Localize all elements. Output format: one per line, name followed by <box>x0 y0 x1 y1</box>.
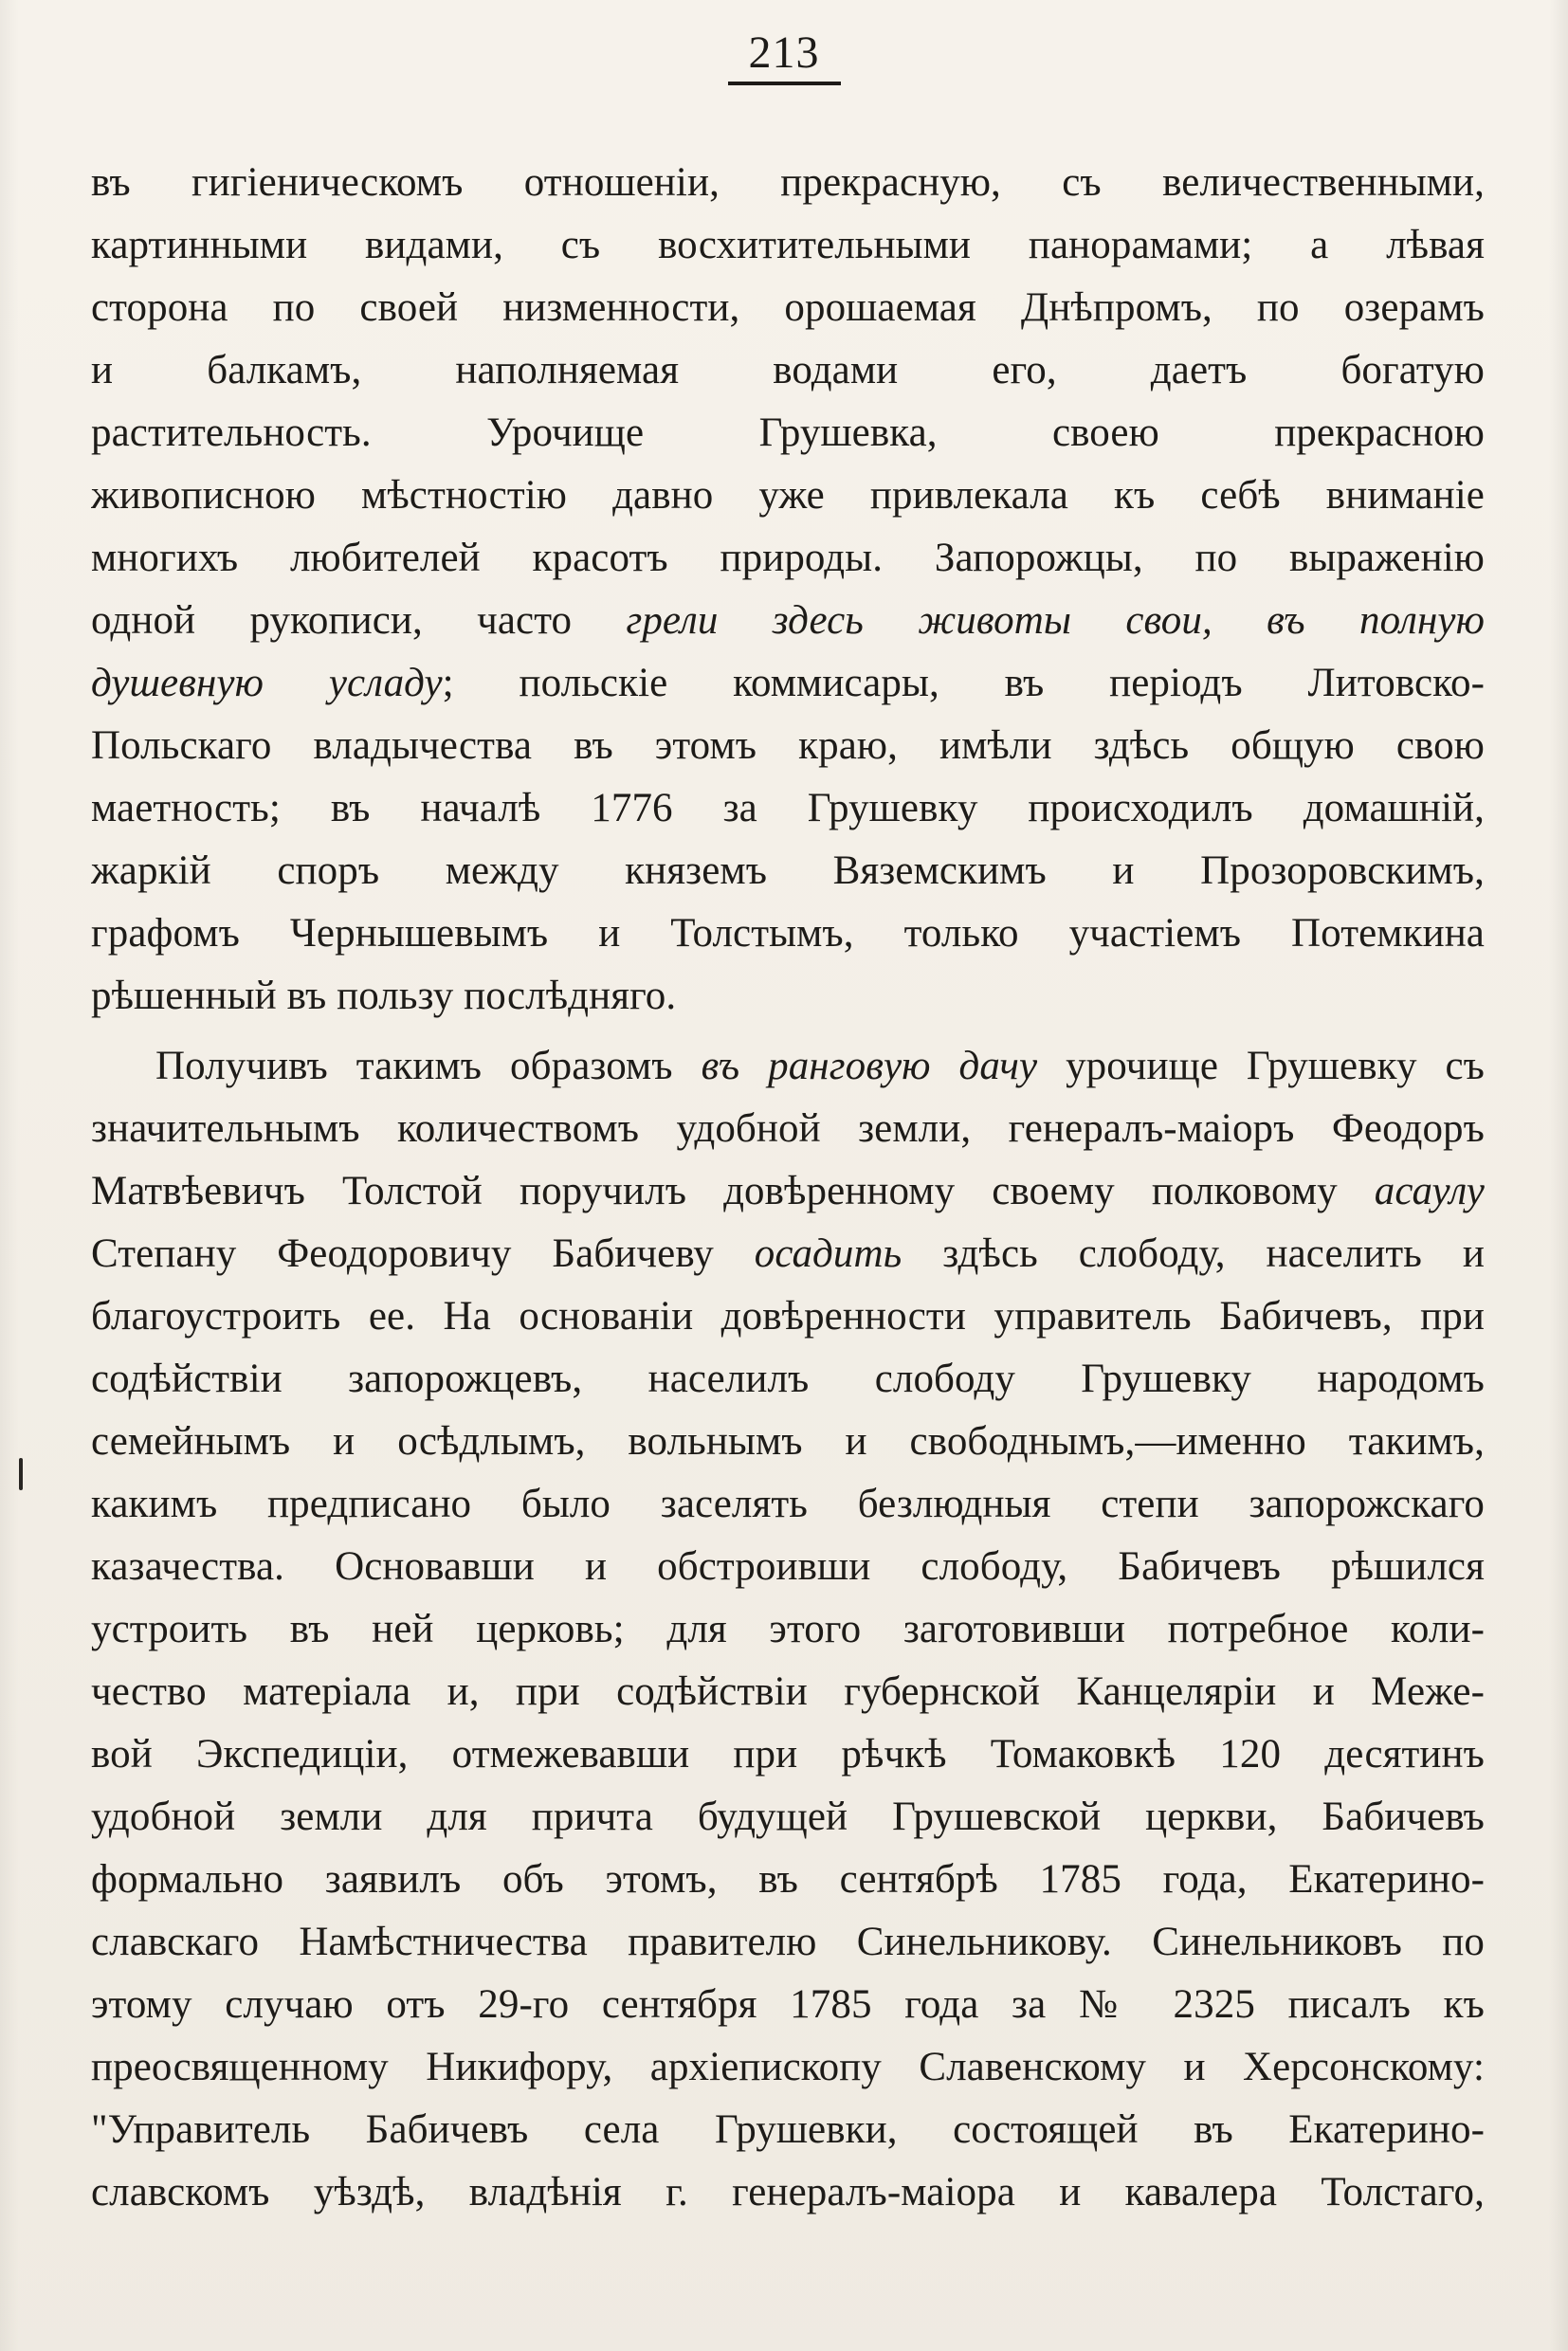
page-number: 213 <box>728 27 841 85</box>
text-line: картинными видами, съ восхитительными панорамами; а лѣвая <box>91 223 1485 267</box>
paragraph-2 <box>91 1035 1485 2224</box>
text-line: казачества. Основавши и обстроивши слободу, Бабичевъ рѣшился <box>91 1544 1485 1589</box>
italic-emphasis: душевную усладу <box>91 661 443 705</box>
text-line: живописною мѣстностію давно уже привлекала къ себѣ вниманіе <box>91 473 1485 518</box>
text-line: славскомъ уѣздѣ, владѣнія г. генералъ-маіора и кавалера Толстаго, <box>91 2170 1485 2214</box>
text-line: "Управитель Бабичевъ села Грушевки, состоящей въ Екатерино- <box>91 2107 1485 2152</box>
text-line: рѣшенный въ пользу послѣдняго. <box>91 974 677 1018</box>
italic-emphasis: въ ранговую дачу <box>701 1044 1038 1088</box>
body-text <box>91 152 1485 2224</box>
text-line: графомъ Чернышевымъ и Толстымъ, только участіемъ Потемкина <box>91 911 1485 956</box>
text-line: преосвященному Никифору, архіепископу Славенскому и Херсонскому: <box>91 2045 1485 2089</box>
text-line: устроить въ ней церковь; для этого заготовивши потребное коли- <box>91 1607 1485 1651</box>
text-line: и балкамъ, наполняемая водами его, даетъ богатую <box>91 348 1485 392</box>
text-line-with-italic: одной рукописи, часто грели здесь животы свои, въ полную <box>91 598 1485 643</box>
text-line-with-italic: Матвѣевичъ Толстой поручилъ довѣренному своему полковому асаулу <box>91 1169 1485 1213</box>
text-line: формально заявилъ объ этомъ, въ сентябрѣ 1785 года, Екатерино- <box>91 1857 1485 1902</box>
text-line: въ гигіеническомъ отношеніи, прекрасную, съ величественными, <box>91 160 1485 205</box>
text-line: этому случаю отъ 29-го сентября 1785 года за № 2325 писалъ къ <box>91 1982 1485 2027</box>
text-line: удобной земли для причта будущей Грушевской церкви, Бабичевъ <box>91 1795 1485 1839</box>
text-line: вой Экспедиціи, отмежевавши при рѣчкѣ Томаковкѣ 120 десятинъ <box>91 1732 1485 1777</box>
text-line: значительнымъ количествомъ удобной земли, генералъ-маіоръ Феодоръ <box>91 1106 1485 1151</box>
margin-mark <box>19 1458 23 1490</box>
paragraph-1 <box>91 152 1485 1028</box>
italic-emphasis: грели здесь животы свои, въ полную <box>626 598 1485 643</box>
paragraph-gap <box>91 1028 1485 1035</box>
text-line: многихъ любителей красотъ природы. Запорожцы, по выраженію <box>91 536 1485 580</box>
text-line: чество матеріала и, при содѣйствіи губернской Канцеляріи и Меже- <box>91 1669 1485 1714</box>
text-line-with-italic: Получивъ такимъ образомъ въ ранговую дачу урочище Грушевку съ <box>155 1044 1485 1088</box>
text-line-with-italic: душевную усладу; польскіе коммисары, въ періодъ Литовско- <box>91 661 1485 705</box>
text-line: славскаго Намѣстничества правителю Синельникову. Синельниковъ по <box>91 1920 1485 1964</box>
italic-emphasis: асаулу <box>1374 1169 1485 1213</box>
text-line: благоустроить ее. На основаніи довѣренности управитель Бабичевъ, при <box>91 1294 1485 1339</box>
text-line: Польскаго владычества въ этомъ краю, имѣли здѣсь общую свою <box>91 723 1485 768</box>
text-line: маетность; въ началѣ 1776 за Грушевку происходилъ домашній, <box>91 786 1485 830</box>
text-line-with-italic: Степану Феодоровичу Бабичеву осадить здѣсь слободу, населить и <box>91 1231 1485 1276</box>
text-line: семейнымъ и осѣдлымъ, вольнымъ и свободнымъ,—именно такимъ, <box>91 1419 1485 1464</box>
text-line: какимъ предписано было заселять безлюдныя степи запорожскаго <box>91 1482 1485 1526</box>
page-header <box>0 27 1568 85</box>
text-line: содѣйствіи запорожцевъ, населилъ слободу Грушевку народомъ <box>91 1357 1485 1401</box>
text-line: жаркій споръ между княземъ Вяземскимъ и Прозоровскимъ, <box>91 848 1485 893</box>
text-line: сторона по своей низменности, орошаемая Днѣпромъ, по озерамъ <box>91 285 1485 330</box>
text-line: растительность. Урочище Грушевка, своею прекрасною <box>91 410 1485 455</box>
italic-emphasis: осадить <box>754 1231 903 1276</box>
